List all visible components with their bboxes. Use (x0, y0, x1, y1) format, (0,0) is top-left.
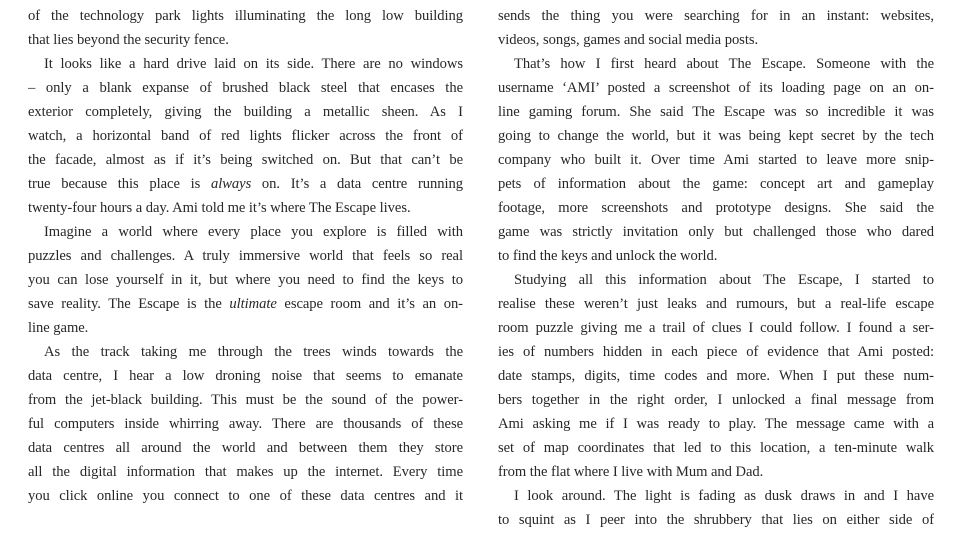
text-line (498, 244, 934, 268)
text-line (28, 172, 463, 196)
text-run: the facade, almost as if it’s being switched on. But that can’t be (28, 152, 463, 168)
text-line (498, 52, 934, 76)
text-line (28, 28, 463, 52)
text-line (498, 196, 934, 220)
text-run: data centre, I hear a low droning noise that seems to emanate (28, 368, 463, 384)
text-line (28, 484, 463, 508)
text-run: Imagine a world where every place you explore is filled with (44, 224, 463, 240)
text-run: true because this place is (28, 176, 211, 192)
text-run: – only a blank expanse of brushed black steel that encases the (28, 80, 463, 96)
text-line (28, 124, 463, 148)
text-line (28, 340, 463, 364)
text-line (498, 76, 934, 100)
text-run: to find the keys and unlock the world. (498, 248, 718, 264)
text-run: from the jet-black building. This must be the sound of the power- (28, 392, 463, 408)
text-line (498, 412, 934, 436)
text-run: footage, more screenshots and prototype designs. She said the (498, 200, 934, 216)
italic-text: ultimate (229, 296, 277, 312)
text-line (498, 508, 934, 532)
text-run: set of map coordinates that led to this location, a ten-minute walk (498, 440, 934, 456)
text-column-left (28, 4, 463, 508)
text-line (28, 220, 463, 244)
text-line (28, 388, 463, 412)
text-run: That’s how I first heard about The Escape. Someone with the (514, 56, 934, 72)
text-run: puzzles and challenges. A truly immersive world that feels so real (28, 248, 463, 264)
text-run: watch, a horizontal band of red lights flicker across the front of (28, 128, 463, 144)
text-run: game was strictly invitation only but challenged those who dared (498, 224, 934, 240)
text-line (498, 124, 934, 148)
text-run: line gaming forum. She said The Escape was so incredible it was (498, 104, 934, 120)
text-line (28, 148, 463, 172)
text-line (498, 364, 934, 388)
text-line (28, 196, 463, 220)
text-line (28, 4, 463, 28)
text-line (28, 364, 463, 388)
text-run: realise these weren’t just leaks and rumours, but a real-life escape (498, 296, 934, 312)
text-line (28, 460, 463, 484)
text-line (28, 100, 463, 124)
text-run: data centres all around the world and between them they store (28, 440, 463, 456)
text-run: date stamps, digits, time codes and more. When I put these num- (498, 368, 934, 384)
text-run: you click online you connect to one of these data centres and it (28, 488, 463, 504)
text-line (28, 436, 463, 460)
text-line (28, 412, 463, 436)
text-run: that lies beyond the security fence. (28, 32, 229, 48)
text-column-right (498, 4, 934, 532)
text-run: Ami asking me if I was ready to play. The message came with a (498, 416, 934, 432)
text-line (498, 460, 934, 484)
text-run: you can lose yourself in it, but where you need to find the keys to (28, 272, 463, 288)
text-run: save reality. The Escape is the (28, 296, 230, 312)
text-run: I look around. The light is fading as dusk draws in and I have (514, 488, 934, 504)
text-run: twenty-four hours a day. Ami told me it’s where The Escape lives. (28, 200, 411, 216)
text-run: Studying all this information about The Escape, I started to (514, 272, 934, 288)
text-line (28, 292, 463, 316)
text-run: to squint as I peer into the shrubbery that lies on either side of (498, 512, 934, 528)
text-line (498, 220, 934, 244)
text-line (498, 316, 934, 340)
text-line (498, 340, 934, 364)
text-line (498, 28, 934, 52)
text-run: escape room and it’s an on- (276, 296, 463, 312)
text-run: room puzzle giving me a trail of clues I could follow. I found a ser- (498, 320, 934, 336)
text-line (498, 148, 934, 172)
text-line (28, 268, 463, 292)
text-line (498, 436, 934, 460)
text-line (498, 388, 934, 412)
text-run: pets of information about the game: concept art and gameplay (498, 176, 934, 192)
text-line (498, 292, 934, 316)
text-line (28, 76, 463, 100)
text-line (28, 316, 463, 340)
text-line (498, 100, 934, 124)
text-run: As the track taking me through the trees winds towards the (44, 344, 463, 360)
text-run: all the digital information that makes up the internet. Every time (28, 464, 463, 480)
text-run: ies of numbers hidden in each piece of evidence that Ami posted: (498, 344, 934, 360)
text-run: from the flat where I live with Mum and Dad. (498, 464, 764, 480)
text-line (28, 52, 463, 76)
italic-text: always (210, 176, 252, 192)
text-line (498, 484, 934, 508)
text-run: going to change the world, but it was being kept secret by the tech (498, 128, 934, 144)
text-run: videos, songs, games and social media posts. (498, 32, 759, 48)
text-line (498, 4, 934, 28)
text-run: exterior completely, giving the building a metallic sheen. As I (28, 104, 463, 120)
text-run: company who built it. Over time Ami started to leave more snip- (498, 152, 934, 168)
text-run: bers together in the right order, I unlocked a final message from (498, 392, 934, 408)
text-run: It looks like a hard drive laid on its side. There are no windows (44, 56, 463, 72)
text-run: on. It’s a data centre running (251, 176, 463, 192)
text-line (498, 172, 934, 196)
text-run: of the technology park lights illuminating the long low building (28, 8, 463, 24)
text-run: ful computers inside whirring away. There are thousands of these (28, 416, 463, 432)
text-run: sends the thing you were searching for in an instant: websites, (498, 8, 934, 24)
text-run: username ‘AMI’ posted a screenshot of its loading page on an on- (498, 80, 934, 96)
text-run: line game. (28, 320, 89, 336)
text-line (498, 268, 934, 292)
text-line (28, 244, 463, 268)
